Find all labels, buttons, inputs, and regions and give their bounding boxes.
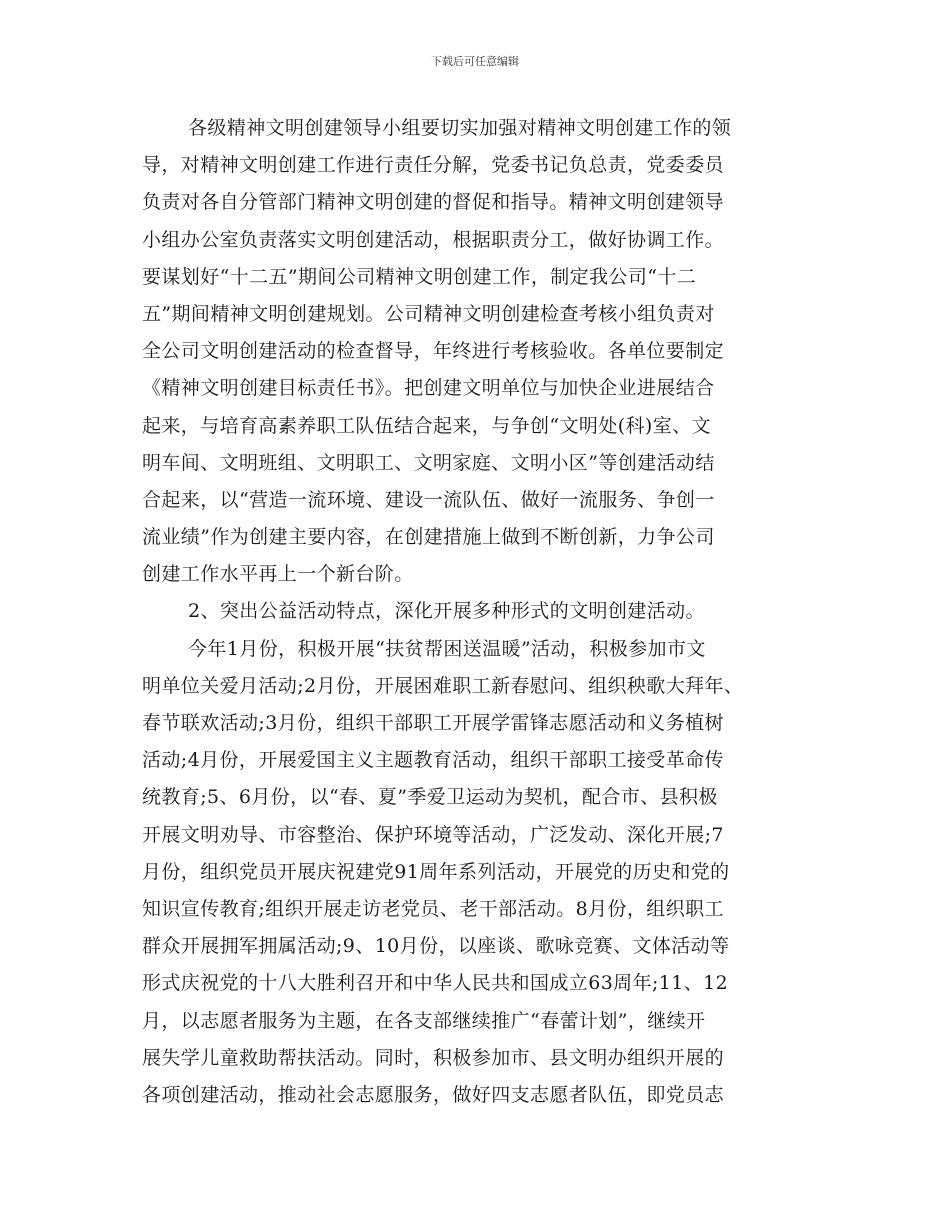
paragraph-line: 创建工作水平再上一个新台阶。 bbox=[142, 563, 414, 586]
paragraph-line: 各项创建活动，推动社会志愿服务，做好四支志愿者队伍，即党员志 bbox=[142, 1083, 725, 1106]
paragraph-line: 开展文明劝导、市容整治、保护环境等活动，广泛发动、深化开展;7 bbox=[142, 823, 724, 846]
paragraph-line: 起来，与培育高素养职工队伍结合起来，与争创“文明处(科)室、文 bbox=[142, 414, 711, 437]
paragraph-line: 今年1月份，积极开展“扶贫帮困送温暖”活动，积极参加市文 bbox=[188, 637, 706, 660]
paragraph-leadership bbox=[142, 110, 802, 593]
section-heading bbox=[142, 593, 802, 630]
section-heading-line: 2、突出公益活动特点，深化开展多种形式的文明创建活动。 bbox=[188, 600, 705, 623]
paragraph-line: 明单位关爱月活动;2月份，开展困难职工新春慰问、组织秧歌大拜年、 bbox=[142, 674, 744, 697]
paragraph-line: 负责对各自分管部门精神文明创建的督促和指导。精神文明创建领导 bbox=[142, 191, 725, 214]
paragraph-line: 各级精神文明创建领导小组要切实加强对精神文明创建工作的领 bbox=[188, 117, 732, 139]
paragraph-line: 活动;4月份，开展爱国主义主题教育活动，组织干部职工接受革命传 bbox=[142, 749, 724, 772]
paragraph-line: 春节联欢活动;3月份，组织干部职工开展学雷锋志愿活动和义务植树 bbox=[142, 712, 724, 734]
page-header-note: 下载后可任意编辑 bbox=[431, 55, 519, 68]
paragraph-line: 导，对精神文明创建工作进行责任分解，党委书记负总责，党委委员 bbox=[142, 154, 725, 177]
paragraph-line: 月份，组织党员开展庆祝建党91周年系列活动，开展党的历史和党的 bbox=[142, 860, 730, 883]
paragraph-line: 展失学儿童救助帮扶活动。同时，积极参加市、县文明办组织开展的 bbox=[142, 1046, 725, 1069]
paragraph-line: 形式庆祝党的十八大胜利召开和中华人民共和国成立63周年;11、12 bbox=[142, 972, 729, 995]
paragraph-line: 明车间、文明班组、文明职工、文明家庭、文明小区”等创建活动结 bbox=[142, 451, 715, 474]
paragraph-line: 要谋划好“十二五”期间公司精神文明创建工作，制定我公司“十二 bbox=[142, 265, 697, 288]
paragraph-line: 合起来，以“营造一流环境、建设一流队伍、做好一流服务、争创一 bbox=[142, 488, 715, 511]
paragraph-line: 月，以志愿者服务为主题，在各支部继续推广“春蕾计划”，继续开 bbox=[142, 1009, 706, 1032]
paragraph-line: 统教育;5、6月份，以“春、夏”季爱卫运动为契机，配合市、县积极 bbox=[142, 786, 718, 809]
paragraph-line: 小组办公室负责落实文明创建活动，根据职责分工，做好协调工作。 bbox=[142, 228, 725, 251]
document-body bbox=[142, 110, 802, 1114]
paragraph-activities bbox=[142, 631, 802, 1114]
paragraph-line: 群众开展拥军拥属活动;9、10月份，以座谈、歌咏竞赛、文体活动等 bbox=[142, 935, 730, 958]
paragraph-line: 五”期间精神文明创建规划。公司精神文明创建检查考核小组负责对 bbox=[142, 302, 715, 325]
paragraph-line: 流业绩”作为创建主要内容，在创建措施上做到不断创新，力争公司 bbox=[142, 526, 715, 549]
paragraph-line: 知识宣传教育;组织开展走访老党员、老干部活动。8月份，组织职工 bbox=[142, 897, 724, 920]
paragraph-line: 《精神文明创建目标责任书》。把创建文明单位与加快企业进展结合 bbox=[142, 377, 715, 400]
paragraph-line: 全公司文明创建活动的检查督导，年终进行考核验收。各单位要制定 bbox=[142, 340, 725, 363]
